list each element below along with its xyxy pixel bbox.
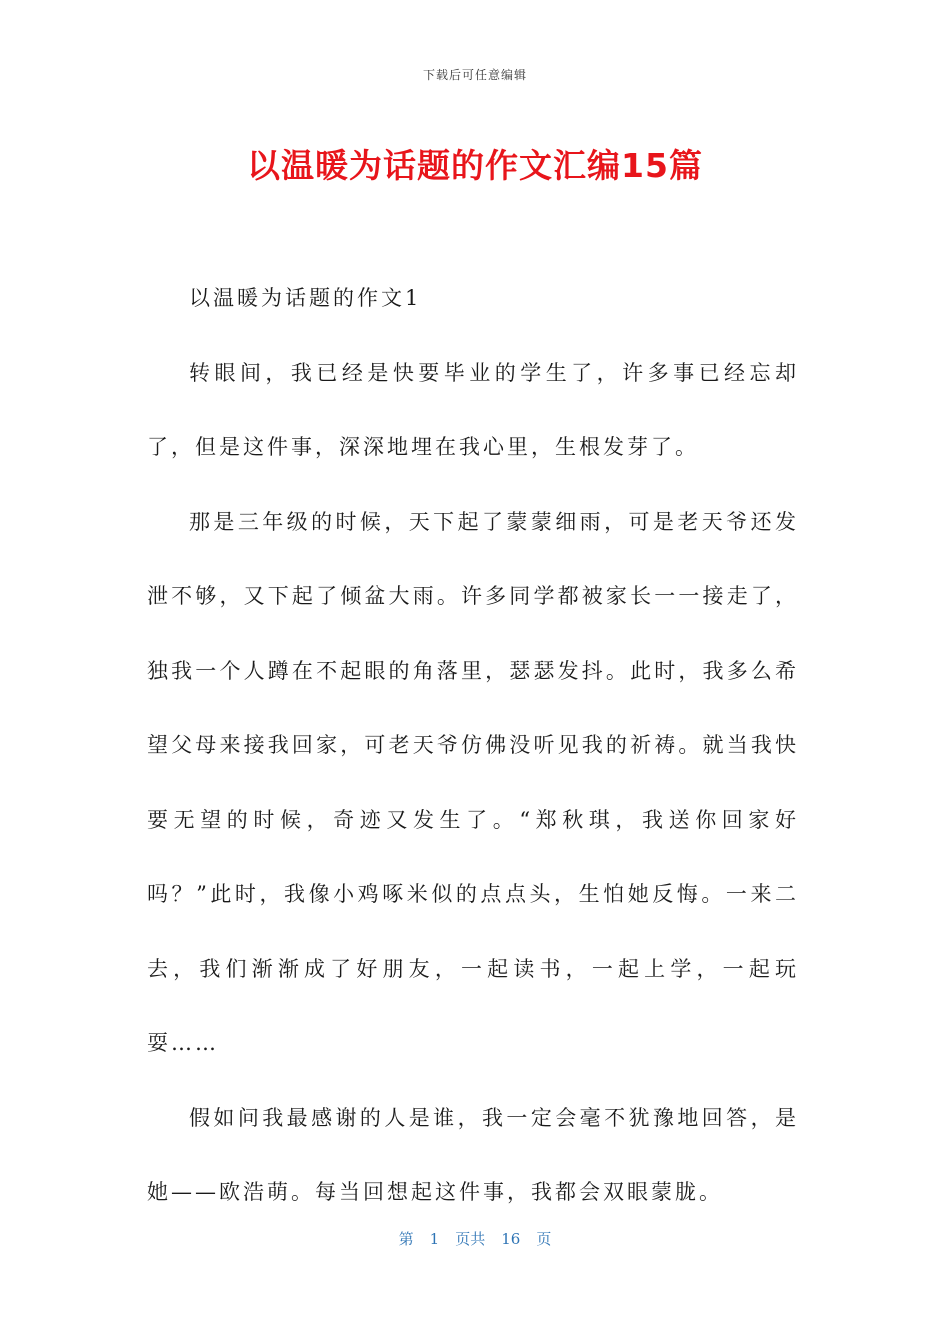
header-note: 下载后可任意编辑 [422, 68, 527, 82]
page-prefix: 第 [398, 1230, 414, 1248]
page-footer [0, 1228, 950, 1249]
paragraph: 转眼间，我已经是快要毕业的学生了，许多事已经忘却了，但是这件事，深深地埋在我心里，生根发芽了。 [147, 360, 799, 459]
page-total: 16 [501, 1230, 521, 1248]
document-title: 以温暖为话题的作文汇编15篇 [247, 146, 703, 185]
document-body [147, 261, 799, 1230]
section-heading: 以温暖为话题的作文1 [189, 286, 422, 310]
page-number: 1 [429, 1230, 440, 1248]
page-suffix: 页 [536, 1230, 552, 1248]
paragraph: 假如问我最感谢的人是谁，我一定会毫不犹豫地回答，是她——欧浩萌。每当回想起这件事，我都会双眼蒙胧。 [147, 1105, 799, 1204]
paragraph: 那是三年级的时候，天下起了蒙蒙细雨，可是老天爷还发泄不够，又下起了倾盆大雨。许多同学都被家长一一接走了，独我一个人蹲在不起眼的角落里，瑟瑟发抖。此时，我多么希望父母来接我回家，可老天爷仿佛没听见我的祈祷。就当我快要无望的时候，奇迹又发生了。“郑秋琪，我送你回家好吗？”此时，我像小鸡啄米似的点点头，生怕她反悔。一来二去，我们渐渐成了好朋友，一起读书，一起上学，一起玩耍…… [147, 509, 799, 1055]
page-mid: 页共 [455, 1230, 486, 1248]
